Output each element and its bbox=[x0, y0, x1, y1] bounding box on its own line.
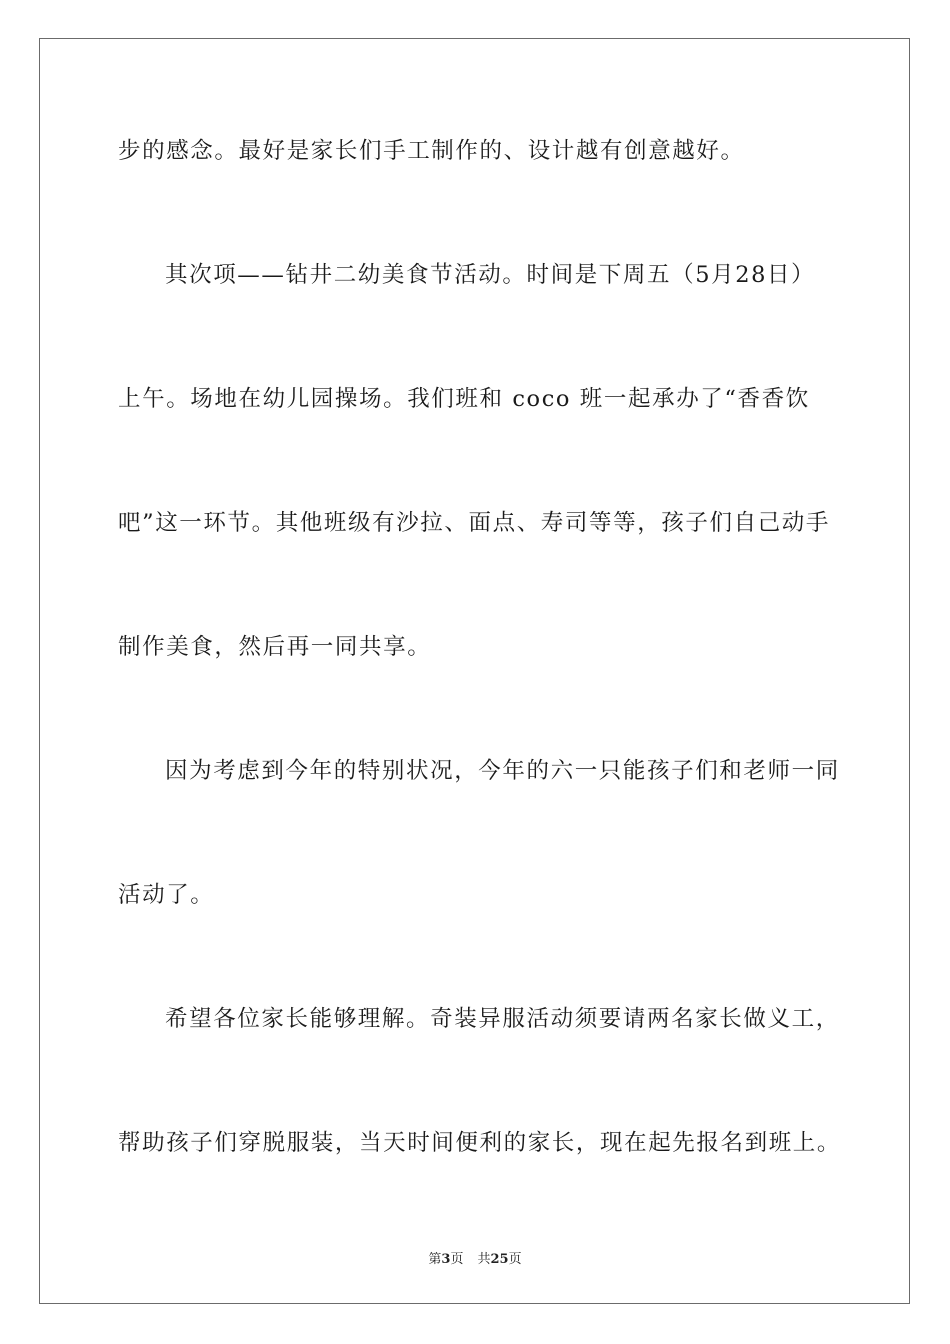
paragraph-line: 吧”这一环节。其他班级有沙拉、面点、寿司等等，孩子们自己动手 bbox=[118, 510, 831, 536]
paragraph-line: 步的感念。最好是家长们手工制作的、设计越有创意越好。 bbox=[118, 138, 745, 164]
footer-total-prefix: 共 bbox=[477, 1252, 491, 1267]
paragraph-line: 制作美食，然后再一同共享。 bbox=[118, 634, 432, 660]
paragraph-line: 因为考虑到今年的特别状况，今年的六一只能孩子们和老师一同 bbox=[165, 758, 840, 784]
page-footer bbox=[0, 1248, 950, 1267]
footer-total-unit: 页 bbox=[508, 1252, 522, 1267]
footer-page-unit: 页 bbox=[450, 1252, 464, 1267]
paragraph-line: 活动了。 bbox=[118, 882, 215, 908]
page-border bbox=[39, 38, 910, 1304]
paragraph-line: 帮助孩子们穿脱服装，当天时间便利的家长，现在起先报名到班上。 bbox=[118, 1130, 842, 1156]
footer-page-prefix: 第 bbox=[428, 1252, 442, 1267]
footer-page-total: 25 bbox=[490, 1252, 509, 1267]
paragraph-line: 上午。场地在幼儿园操场。我们班和 coco 班一起承办了“香香饮 bbox=[118, 386, 810, 412]
paragraph-line: 希望各位家长能够理解。奇装异服活动须要请两名家长做义工， bbox=[165, 1006, 840, 1032]
footer-page-current: 3 bbox=[441, 1252, 451, 1267]
paragraph-line: 其次项——钻井二幼美食节活动。时间是下周五（5月28日） bbox=[165, 262, 816, 288]
